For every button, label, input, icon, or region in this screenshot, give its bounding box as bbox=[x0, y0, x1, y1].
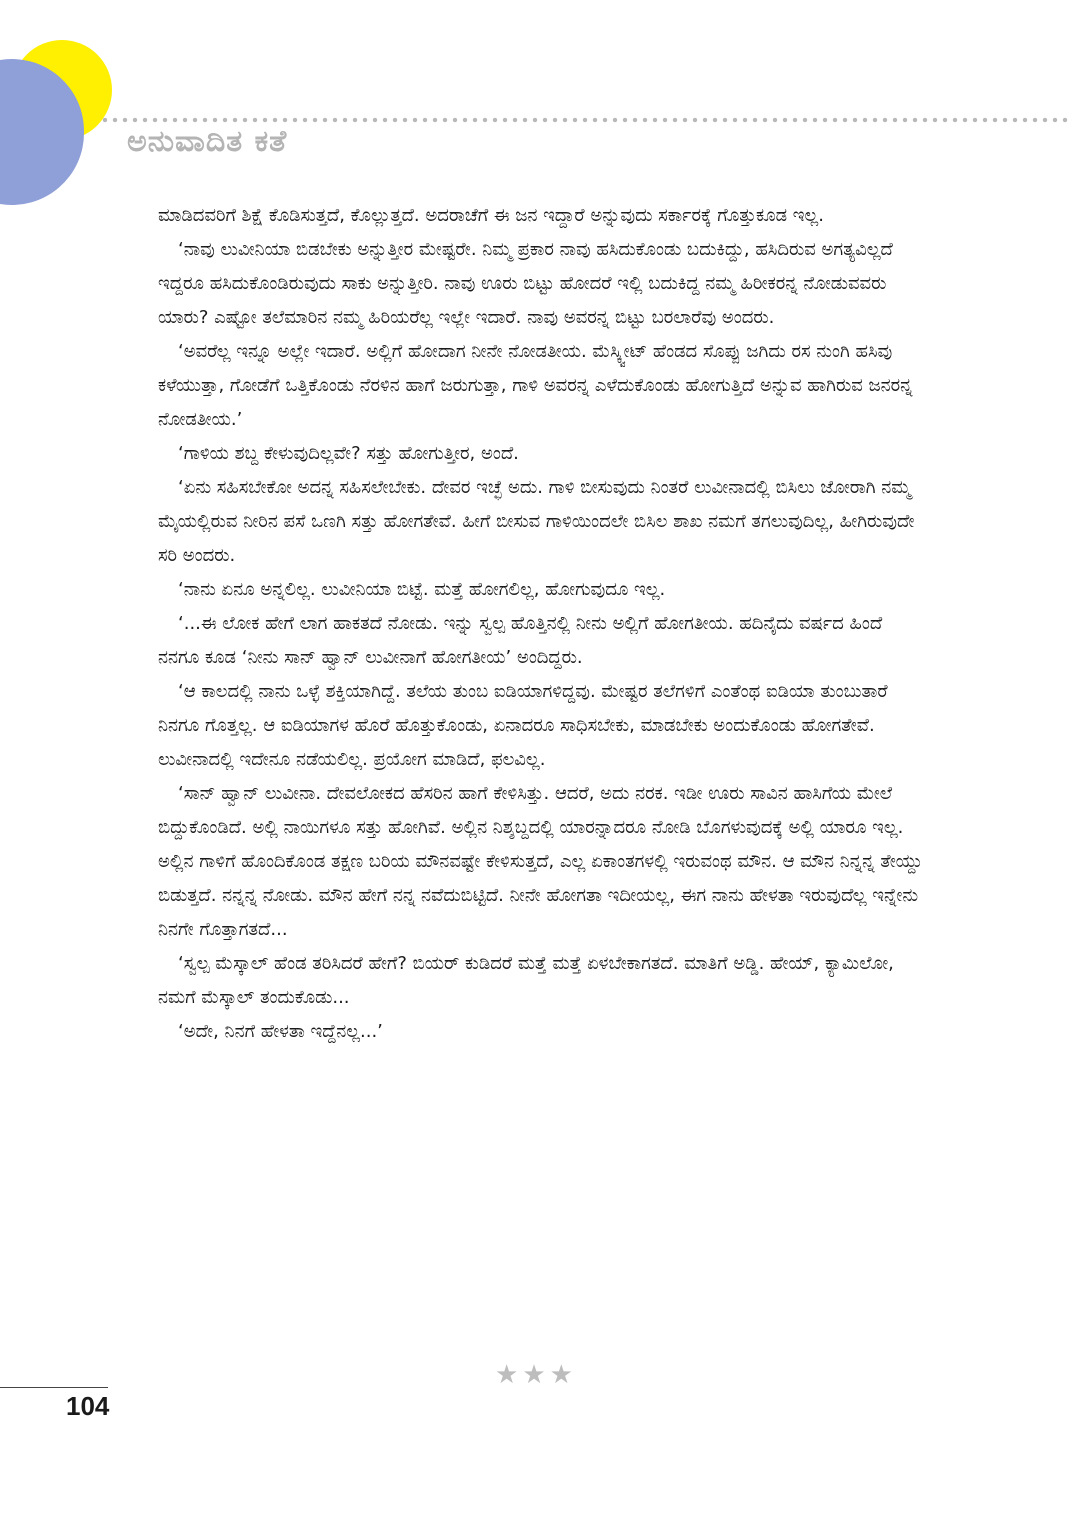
section-title: ಅನುವಾದಿತ ಕತೆ bbox=[127, 124, 288, 159]
paragraph: ‘ಆ ಕಾಲದಲ್ಲಿ ನಾನು ಒಳ್ಳೆ ಶಕ್ತಿಯಾಗಿದ್ದೆ. ತಲೆಯ ತುಂಬ ಐಡಿಯಾಗಳಿದ್ದವು. ಮೇಷ್ಟರ ತಲೆಗಳಿಗೆ ಎಂತೆಂಥ ಐಡಿಯಾ ತುಂಬುತಾರೆ ನಿನಗೂ ಗೊತ್ತಲ್ಲ. ಆ ಐಡಿಯಾಗಳ ಹೊರೆ ಹೊತ್ತುಕೊಂಡು, ಏನಾದರೂ ಸಾಧಿಸಬೇಕು, ಮಾಡಬೇಕು ಅಂದುಕೊಂಡು ಹೋಗತೇವೆ. ಲುವೀನಾದಲ್ಲಿ ಇದೇನೂ ನಡೆಯಲಿಲ್ಲ. ಪ್ರಯೋಗ ಮಾಡಿದೆ, ಫಲವಿಲ್ಲ. bbox=[158, 681, 888, 770]
paragraph: ‘ಅವರೆಲ್ಲ ಇನ್ನೂ ಅಲ್ಲೇ ಇದಾರೆ. ಅಲ್ಲಿಗೆ ಹೋದಾಗ ನೀನೇ ನೋಡತೀಯ. ಮೆಸ್ಕ್ವೀಟ್ ಹೆಂಡದ ಸೊಪ್ಪು ಜಗಿದು ರಸ ನುಂಗಿ ಹಸಿವು ಕಳೆಯುತ್ತಾ, ಗೋಡೆಗೆ ಒತ್ತಿಕೊಂಡು ನೆರಳಿನ ಹಾಗೆ ಜರುಗುತ್ತಾ, ಗಾಳಿ ಅವರನ್ನ ಎಳೆದುಕೊಂಡು ಹೋಗುತ್ತಿದೆ ಅನ್ನುವ ಹಾಗಿರುವ ಜನರನ್ನ ನೋಡತೀಯ.’ bbox=[158, 341, 913, 430]
dotted-header-rule bbox=[100, 117, 1072, 123]
paragraph: ‘ಅದೇ, ನಿನಗೆ ಹೇಳತಾ ಇದ್ದೆನಲ್ಲ...’ bbox=[178, 1021, 383, 1042]
paragraph: ‘...ಈ ಲೋಕ ಹೇಗೆ ಲಾಗ ಹಾಕತದೆ ನೋಡು. ಇನ್ನು ಸ್ವಲ್ಪ ಹೊತ್ತಿನಲ್ಲಿ ನೀನು ಅಲ್ಲಿಗೆ ಹೋಗತೀಯ. ಹದಿನೈದು ವರ್ಷದ ಹಿಂದೆ ನನಗೂ ಕೂಡ ‘ನೀನು ಸಾನ್ ಹ್ವಾನ್ ಲುವೀನಾಗೆ ಹೋಗತೀಯ’ ಅಂದಿದ್ದರು. bbox=[158, 613, 883, 668]
paragraph: ‘ಸ್ವಲ್ಪ ಮೆಸ್ಕಾಲ್ ಹೆಂಡ ತರಿಸಿದರೆ ಹೇಗೆ? ಬಿಯರ್ ಕುಡಿದರೆ ಮತ್ತೆ ಮತ್ತೆ ಏಳಬೇಕಾಗತದೆ. ಮಾತಿಗೆ ಅಡ್ಡಿ. ಹೇಯ್, ಕ್ಯಾಮಿಲೋ, ನಮಗೆ ಮೆಸ್ಕಾಲ್ ತಂದುಕೊಡು... bbox=[158, 953, 894, 1008]
paragraph: ಮಾಡಿದವರಿಗೆ ಶಿಕ್ಷೆ ಕೊಡಿಸುತ್ತದೆ, ಕೊಲ್ಲುತ್ತದೆ. ಅದರಾಚೆಗೆ ಈ ಜನ ಇದ್ದಾರೆ ಅನ್ನುವುದು ಸರ್ಕಾರಕ್ಕೆ ಗೊತ್ತುಕೂಡ ಇಲ್ಲ. bbox=[158, 205, 824, 226]
section-separator-stars: ★★★ bbox=[495, 1360, 577, 1390]
paragraph: ‘ಏನು ಸಹಿಸಬೇಕೋ ಅದನ್ನ ಸಹಿಸಲೇಬೇಕು. ದೇವರ ಇಚ್ಛೆ ಅದು. ಗಾಳಿ ಬೀಸುವುದು ನಿಂತರೆ ಲುವೀನಾದಲ್ಲಿ ಬಿಸಿಲು ಜೋರಾಗಿ ನಮ್ಮ ಮೈಯಲ್ಲಿರುವ ನೀರಿನ ಪಸೆ ಒಣಗಿ ಸತ್ತು ಹೋಗತೇವೆ. ಹೀಗೆ ಬೀಸುವ ಗಾಳಿಯಿಂದಲೇ ಬಿಸಿಲ ಶಾಖ ನಮಗೆ ತಗಲುವುದಿಲ್ಲ, ಹೀಗಿರುವುದೇ ಸರಿ ಅಂದರು. bbox=[158, 477, 915, 566]
corner-decoration bbox=[0, 0, 130, 210]
paragraph: ‘ಗಾಳಿಯ ಶಬ್ದ ಕೇಳುವುದಿಲ್ಲವೇ? ಸತ್ತು ಹೋಗುತ್ತೀರ, ಅಂದೆ. bbox=[178, 443, 519, 464]
paragraph: ‘ನಾನು ಏನೂ ಅನ್ನಲಿಲ್ಲ. ಲುವೀನಿಯಾ ಬಿಟ್ಟೆ. ಮತ್ತೆ ಹೋಗಲಿಲ್ಲ, ಹೋಗುವುದೂ ಇಲ್ಲ. bbox=[178, 579, 666, 600]
story-body bbox=[158, 199, 928, 1049]
page-number: 104 bbox=[66, 1391, 110, 1421]
paragraph: ‘ಸಾನ್ ಹ್ವಾನ್ ಲುವೀನಾ. ದೇವಲೋಕದ ಹೆಸರಿನ ಹಾಗೆ ಕೇಳಿಸಿತ್ತು. ಆದರೆ, ಅದು ನರಕ. ಇಡೀ ಊರು ಸಾವಿನ ಹಾಸಿಗೆಯ ಮೇಲೆ ಬಿದ್ದುಕೊಂಡಿದೆ. ಅಲ್ಲಿ ನಾಯಿಗಳೂ ಸತ್ತು ಹೋಗಿವೆ. ಅಲ್ಲಿನ ನಿಶ್ಶಬ್ದದಲ್ಲಿ ಯಾರನ್ನಾದರೂ ನೋಡಿ ಬೊಗಳುವುದಕ್ಕೆ ಅಲ್ಲಿ ಯಾರೂ ಇಲ್ಲ. ಅಲ್ಲಿನ ಗಾಳಿಗೆ ಹೊಂದಿಕೊಂಡ ತಕ್ಷಣ ಬರಿಯ ಮೌನವಷ್ಟೇ ಕೇಳಿಸುತ್ತದೆ, ಎಲ್ಲ ಏಕಾಂತಗಳಲ್ಲಿ ಇರುವಂಥ ಮೌನ. ಆ ಮೌನ ನಿನ್ನನ್ನ ತೇಯ್ದು ಬಿಡುತ್ತದೆ. ನನ್ನನ್ನ ನೋಡು. ಮೌನ ಹೇಗೆ ನನ್ನ ನವೆದುಬಿಟ್ಟಿದೆ. ನೀನೇ ಹೋಗತಾ ಇದೀಯಲ್ಲ, ಈಗ ನಾನು ಹೇಳತಾ ಇರುವುದೆಲ್ಲ ಇನ್ನೇನು ನಿನಗೇ ಗೊತ್ತಾಗತದೆ... bbox=[158, 783, 923, 940]
paragraph: ‘ನಾವು ಲುವೀನಿಯಾ ಬಿಡಬೇಕು ಅನ್ನುತ್ತೀರ ಮೇಷ್ಟರೇ. ನಿಮ್ಮ ಪ್ರಕಾರ ನಾವು ಹಸಿದುಕೊಂಡು ಬದುಕಿದ್ದು, ಹಸಿದಿರುವ ಅಗತ್ಯವಿಲ್ಲದೆ ಇದ್ದರೂ ಹಸಿದುಕೊಂಡಿರುವುದು ಸಾಕು ಅನ್ನುತ್ತೀರಿ. ನಾವು ಊರು ಬಿಟ್ಟು ಹೋದರೆ ಇಲ್ಲಿ ಬದುಕಿದ್ದ ನಮ್ಮ ಹಿರೀಕರನ್ನ ನೋಡುವವರು ಯಾರು? ಎಷ್ಟೋ ತಲೆಮಾರಿನ ನಮ್ಮ ಹಿರಿಯರೆಲ್ಲ ಇಲ್ಲೇ ಇದಾರೆ. ನಾವು ಅವರನ್ನ ಬಿಟ್ಟು ಬರಲಾರೆವು ಅಂದರು. bbox=[158, 239, 893, 328]
footer-rule bbox=[0, 1387, 108, 1388]
